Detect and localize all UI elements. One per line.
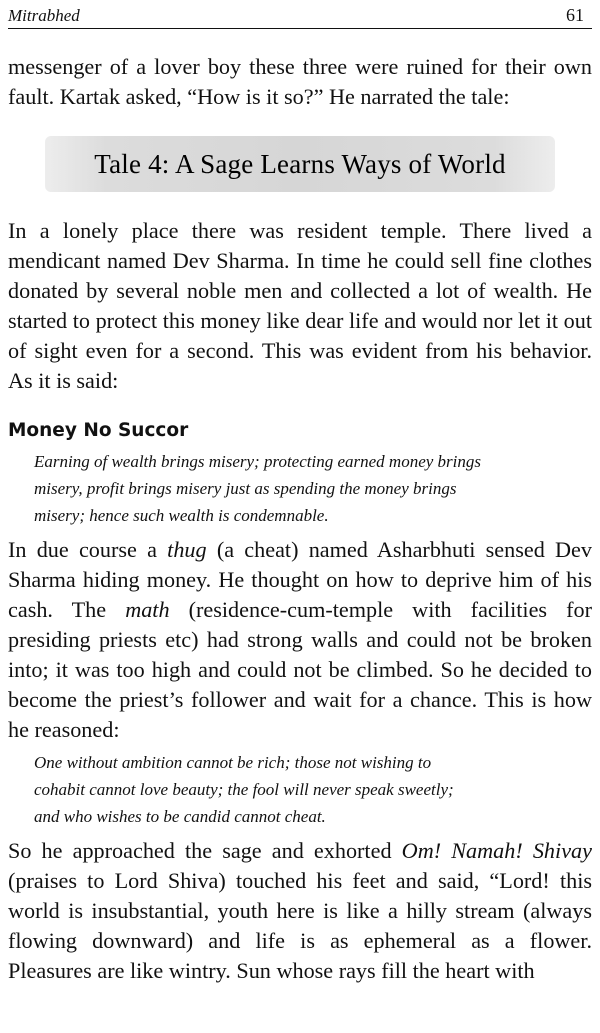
intro-paragraph: messenger of a lover boy these three were ruined for their own fault. Kartak asked, “How is it so?” He narrated the tale: <box>8 54 592 109</box>
paragraph-approach-sage <box>8 836 592 986</box>
running-head: Mitrabhed <box>8 6 80 25</box>
verse-line: Earning of wealth brings misery; protecting earned money brings <box>34 452 481 471</box>
tale-title-banner <box>45 136 555 192</box>
term-thug: thug <box>167 537 207 562</box>
text-run: (residence-cum-temple with facilities for presiding priests etc) had strong walls and could not be broken into; it was too high and could not be climbed. So he decided to become the priest’s follower and wait for a chance. This is how he reasoned: <box>8 597 592 742</box>
text-run: (praises to Lord Shiva) touched his feet and said, “Lord! this world is insubstantial, youth here is like a hilly stream (always flowing downward) and life is as ephemeral as a flower. Pleasures are like wintry. Sun whose rays fill the heart with <box>8 868 592 983</box>
verse-wealth-misery <box>34 448 592 529</box>
term-om-namah-shivay: Om! Namah! Shivay <box>401 838 592 863</box>
term-math: math <box>125 597 170 622</box>
verse-line: cohabit cannot love beauty; the fool will never speak sweetly; <box>34 780 454 799</box>
page-content <box>8 52 592 986</box>
paragraph-dev-sharma: In a lonely place there was resident temple. There lived a mendicant named Dev Sharma. In time he could sell fine clothes donated by several noble men and collected a lot of wealth. He started to protect this money like dear life and would nor let it out of sight even for a second. This was evident from his behavior. As it is said: <box>8 218 592 393</box>
page-header <box>8 2 592 29</box>
verse-ambition <box>34 749 592 830</box>
tale-title: Tale 4: A Sage Learns Ways of World <box>94 148 506 179</box>
section-heading: Money No Succor <box>8 420 189 441</box>
verse-line: and who wishes to be candid cannot cheat. <box>34 807 326 826</box>
text-run: So he approached the sage and exhorted <box>8 838 402 863</box>
paragraph-asharbhuti <box>8 535 592 745</box>
text-run: In due course a <box>8 537 168 562</box>
verse-line: misery, profit brings misery just as spending the money brings <box>34 479 457 498</box>
page-number: 61 <box>566 5 584 25</box>
verse-line: One without ambition cannot be rich; those not wishing to <box>34 753 432 772</box>
verse-line: misery; hence such wealth is condemnable. <box>34 506 329 525</box>
text-run: (a cheat) named Asharbhuti sensed Dev Sharma hiding money. He thought on how to deprive him of his cash. The <box>8 537 592 622</box>
